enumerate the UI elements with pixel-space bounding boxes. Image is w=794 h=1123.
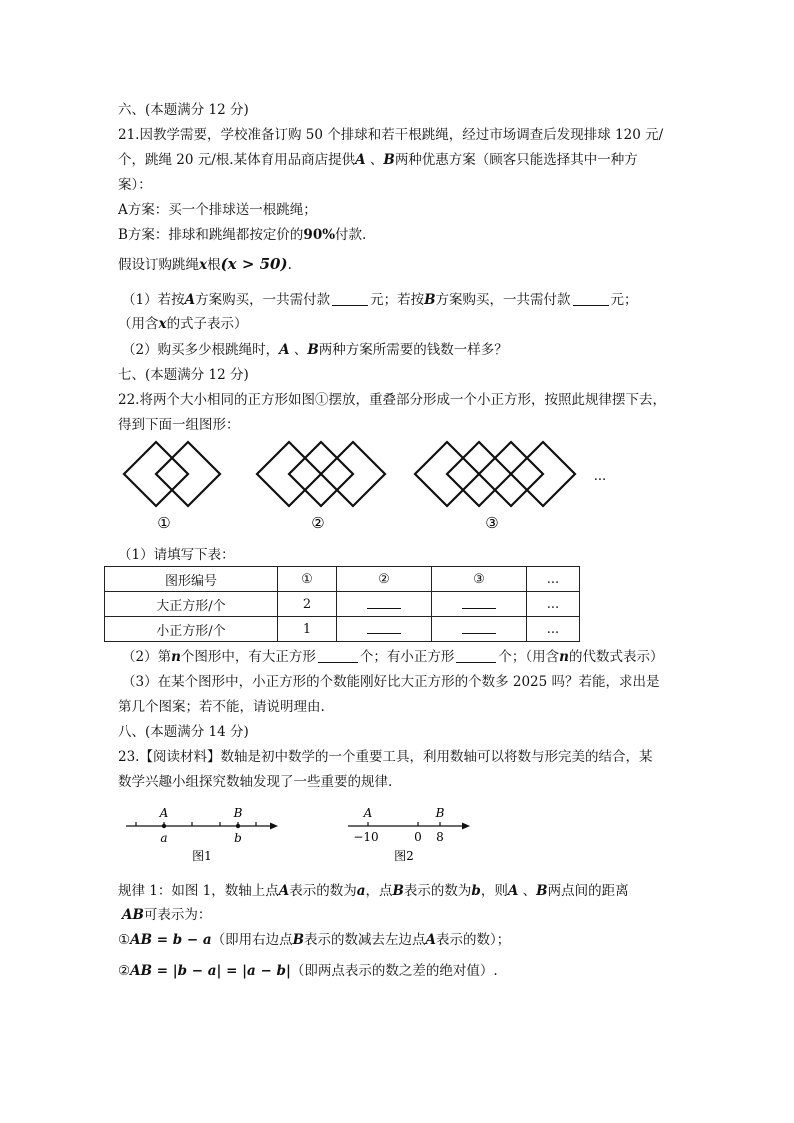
table-row [105,592,580,617]
label-A: A [363,806,373,820]
q22-part1: （1）请填写下表： [118,547,235,563]
row-label: 小正方形/个 [105,617,278,642]
figure-2 [257,442,385,506]
p2-b: 个图形中，有大正方形 [180,649,316,665]
number-line-fig2 [342,800,482,866]
q23-line1: 23.【阅读材料】数轴是初中数学的一个重要工具，利用数轴可以将数与形完美的结合，某 [118,749,653,765]
answer-blank[interactable] [332,291,368,306]
note-2: （即两点表示的数之差的绝对值）. [290,963,498,979]
var-B: B [392,883,404,899]
q22-line1: 22.将两个大小相同的正方形如图①摆放，重叠部分形成一个小正方形，按照此规律摆下去， [118,392,666,408]
table-header-cell: ② [337,567,432,592]
fig-label-1: ① [157,514,171,532]
number-line-fig1 [120,800,290,866]
fig2-caption: 图2 [394,849,414,863]
table-blank-cell[interactable] [432,592,527,617]
label-A: A [159,806,169,820]
figure-1 [124,442,220,506]
var-B: B [307,342,319,358]
table-header-cell: ... [527,567,580,592]
var-A: A [425,932,437,948]
item-number: ① [118,932,131,948]
formula-2: AB = |b − a| = |a − b| [130,963,291,979]
var-AB: AB [122,907,144,923]
var-B: B [383,152,395,168]
var-A: A [184,292,196,308]
var-x: x [199,257,208,273]
var-A: A [355,152,366,168]
table-cell: ... [527,592,580,617]
plan-b-percent: 90% [303,227,336,243]
var-a: a [356,883,366,899]
rule-d: 表示的数为 [403,883,472,899]
var-A: A [507,883,519,899]
assume-end: . [287,257,292,273]
table-header-cell: ③ [432,567,527,592]
answer-blank[interactable] [318,648,358,663]
var-A: A [278,883,290,899]
q23-line2: 数学兴趣小组探究数轴发现了一些重要的规律. [118,774,393,790]
label-minus-10: −10 [353,830,379,844]
table-header-row [105,567,580,592]
p1-c: 元；若按 [370,292,425,308]
rule-1-item2 [118,961,498,981]
var-B: B [424,292,436,308]
rule-a: 规律 1：如图 1，数轴上点 [118,883,279,899]
p2-a: （2）购买多少根跳绳时， [122,342,280,358]
answer-table [104,566,580,642]
sep: 、 [518,883,537,899]
p2-d: 个；（用含 [498,649,560,665]
note-a: （用含 [118,316,159,332]
label-B: B [233,806,243,820]
rule-g: 可表示为： [143,907,212,923]
label-8: 8 [436,830,444,844]
var-A: A [279,342,290,358]
table-blank-cell[interactable] [432,617,527,642]
assume-condition: (x > 50) [220,255,288,273]
q21-line1: 21.因教学需要，学校准备订购 50 个排球和若干根跳绳，经过市场调查后发现排球 120 元/ [118,127,664,143]
answer-blank[interactable] [573,291,609,306]
q21-part1 [122,290,638,310]
answer-blank[interactable] [456,648,496,663]
squares-figure [118,438,618,540]
section-6-title: 六、(本题满分 12 分) [118,102,249,118]
label-a: a [160,831,168,845]
q21-line2-end: 两种优惠方案（顾客只能选择其中一种方 [394,152,638,168]
rule-1-line1 [118,881,629,901]
q21-line2 [118,150,638,170]
assumption [118,254,292,275]
fig-label-2: ② [311,514,325,532]
table-header-cell: ① [278,567,337,592]
note-1c: 表示的数）； [436,932,511,948]
item-number: ② [118,963,131,979]
p1-b: 方案购买，一共需付款 [195,292,331,308]
p2-c: 个；有小正方形 [359,649,455,665]
var-B: B [536,883,548,899]
table-cell: 2 [278,592,337,617]
formula-1: AB = b − a [130,932,212,948]
p2-e: 的代数式表示） [569,649,664,665]
fig1-caption: 图1 [192,849,212,863]
fig-ellipsis: ... [593,469,607,484]
fig-label-3: ③ [485,514,499,532]
q22-part2 [122,647,664,667]
axis-arrow [462,823,470,830]
note-1b: 表示的数减去左边点 [304,932,426,948]
var-n: n [559,649,569,665]
axis-arrow [270,823,278,830]
var-B: B [292,932,305,948]
point-a [162,824,166,828]
p2-b: 两种方案所需要的钱数一样多？ [318,342,508,358]
note-b: 的式子表示） [166,316,248,332]
table-header-cell: 图形编号 [105,567,278,592]
table-cell: ... [527,617,580,642]
plan-a: A方案：买一个排球送一根跳绳； [118,202,317,218]
p2-a: （2）第 [122,649,172,665]
note-1a: （即用右边点 [211,932,293,948]
table-blank-cell[interactable] [337,592,432,617]
rule-c: ，点 [365,883,393,899]
plan-b-end: 付款. [335,227,367,243]
q21-part1-note [118,314,248,334]
q21-line2-text: 个，跳绳 20 元/根.某体育用品商店提供 [118,152,356,168]
rule-1-item1 [118,930,510,950]
var-n: n [171,649,181,665]
label-B: B [435,806,445,820]
q21-line3: 案）： [118,177,152,193]
rule-b: 表示的数为 [289,883,357,899]
label-b: b [234,831,242,845]
rule-1-line2 [122,905,211,925]
assume-unit: 根 [207,257,221,273]
point-b [236,824,240,828]
plan-b-text: B方案：排球和跳绳都按定价的 [118,227,304,243]
rule-e: ，则 [480,883,508,899]
label-0: 0 [414,830,422,844]
p1-a: （1）若按 [122,292,185,308]
q22-part3-line1: （3）在某个图形中，小正方形的个数能刚好比大正方形的个数多 2025 吗？若能，求出是 [122,674,660,690]
sep: 、 [289,342,308,358]
plan-b [118,225,366,245]
table-blank-cell[interactable] [337,617,432,642]
p1-d: 方案购买，一共需付款 [435,292,571,308]
assume-text: 假设订购跳绳 [118,257,199,273]
var-b: b [471,883,481,899]
p1-e: 元； [610,292,638,308]
figure-3 [415,442,575,506]
q22-part3-line2: 第几个图案；若不能，请说明理由. [118,699,325,715]
row-label: 大正方形/个 [105,592,278,617]
section-7-title: 七、(本题满分 12 分) [118,367,249,383]
table-cell: 1 [278,617,337,642]
q21-part2 [122,340,508,360]
q22-line2: 得到下面一组图形： [118,417,240,433]
table-row [105,617,580,642]
rule-f: 两点间的距离 [547,883,629,899]
section-8-title: 八、(本题满分 14 分) [118,724,249,740]
var-x: x [158,316,167,332]
sep: 、 [365,152,384,168]
